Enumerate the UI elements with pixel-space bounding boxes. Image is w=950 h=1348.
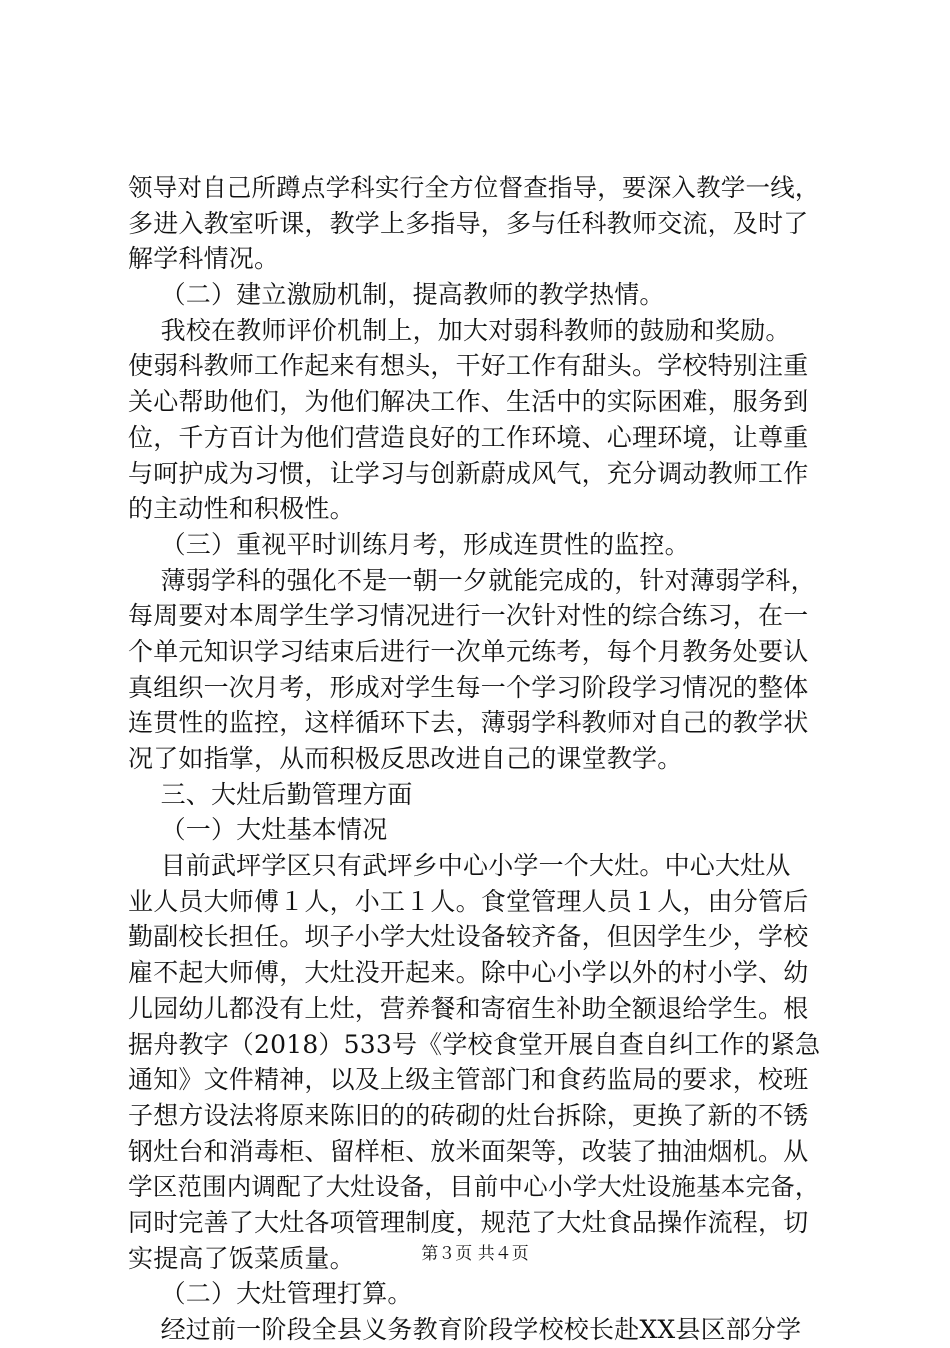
text-line: 解学科情况。 [128,244,280,274]
text-line: 子想方设法将原来陈旧的的砖砌的灶台拆除，更换了新的不锈 [128,1100,809,1130]
text-line: 真组织一次月考，形成对学生每一个学习阶段学习情况的整体 [128,672,809,702]
page-footer: 第３页 共４页 [421,1244,529,1264]
text-line: 经过前一阶段全县义务教育阶段学校校长赴XX县区部分学 [128,1315,802,1344]
text-line: 目前武坪学区只有武坪乡中心小学一个大灶。中心大灶从 [128,851,791,881]
text-line: 位，千方百计为他们营造良好的工作环境、心理环境，让尊重 [128,422,809,452]
section-heading: （三）重视平时训练月考，形成连贯性的监控。 [128,529,690,559]
section-heading: （二）大灶管理打算。 [128,1279,413,1309]
text-line: 连贯性的监控，这样循环下去，薄弱学科教师对自己的教学状 [128,708,809,738]
text-line: 雇不起大师傅，大灶没开起来。除中心小学以外的村小学、幼 [128,958,809,988]
text-line: 儿园幼儿都没有上灶，营养餐和寄宿生补助全额退给学生。根 [128,993,809,1023]
text-line: 通知》文件精神，以及上级主管部门和食药监局的要求，校班 [128,1065,809,1095]
text-line: 薄弱学科的强化不是一朝一夕就能完成的，针对薄弱学科， [128,565,816,595]
text-line: 同时完善了大灶各项管理制度，规范了大灶食品操作流程，切 [128,1207,809,1237]
document-body [128,170,830,1348]
text-line: 我校在教师评价机制上，加大对弱科教师的鼓励和奖励。 [128,315,791,345]
text-line: 况了如指掌，从而积极反思改进自己的课堂教学。 [128,744,683,773]
section-heading: （一）大灶基本情况 [128,815,388,845]
section-heading: 三、大灶后勤管理方面 [128,779,413,809]
text-line: 个单元知识学习结束后进行一次单元练考，每个月教务处要认 [128,636,809,666]
text-line: 关心帮助他们，为他们解决工作、生活中的实际困难，服务到 [128,387,809,417]
text-line: 学区范围内调配了大灶设备，目前中心小学大灶设施基本完备， [128,1172,820,1202]
section-heading: （二）建立激励机制，提高教师的教学热情。 [128,280,665,310]
text-line: 领导对自己所蹲点学科实行全方位督查指导，要深入教学一线， [128,173,820,202]
text-line: 多进入教室听课，教学上多指导，多与任科教师交流，及时了 [128,208,809,238]
text-line: 业人员大师傅１人，小工１人。食堂管理人员１人，由分管后 [128,886,809,916]
text-line: 使弱科教师工作起来有想头，干好工作有甜头。学校特别注重 [128,351,809,381]
text-line: 与呵护成为习惯，让学习与创新蔚成风气，充分调动教师工作 [128,458,809,488]
text-line: 每周要对本周学生学习情况进行一次针对性的综合练习，在一 [128,601,809,631]
text-line: 勤副校长担任。坝子小学大灶设备较齐备，但因学生少，学校 [128,922,809,952]
text-line: 实提高了饭菜质量。 [128,1243,355,1273]
text-line: 据舟教字（2018）533号《学校食堂开展自查自纠工作的紧急 [128,1029,821,1059]
text-line: 钢灶台和消毒柜、留样柜、放米面架等，改装了抽油烟机。从 [128,1136,809,1166]
text-line: 的主动性和积极性。 [128,494,355,524]
